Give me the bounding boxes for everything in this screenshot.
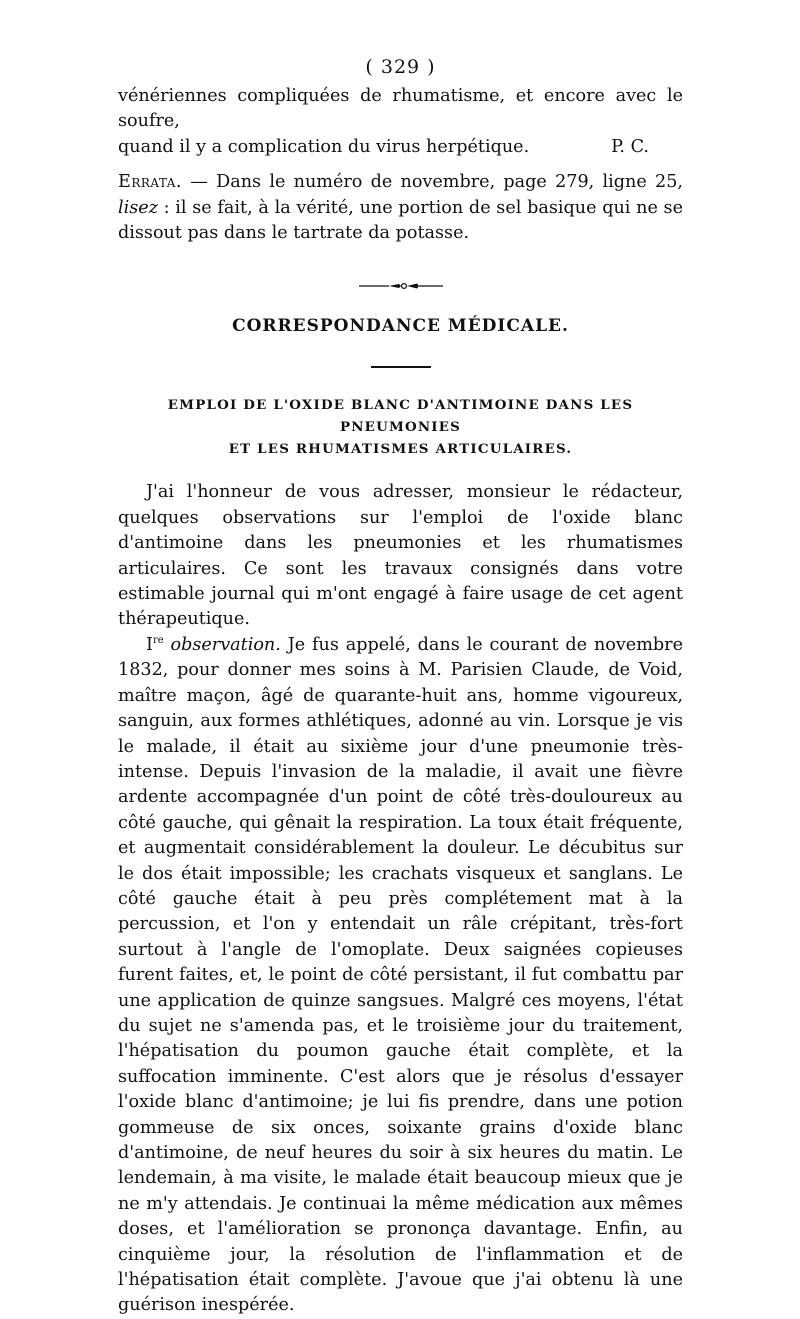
- errata-note: [118, 170, 683, 246]
- intro-line-2: quand il y a complication du virus herpétique.: [118, 136, 530, 157]
- article-paragraph-1: J'ai l'honneur de vous adresser, monsieur le rédacteur, quelques observations sur l'emploi de l'oxide blanc d'antimoine dans les pneumonies et les rhumatismes articulaires. Ce sont les travaux consignés dans votre estimable journal qui m'ont engagé à faire usage de cet agent thérapeutique.: [118, 482, 683, 630]
- intro-signature-line: [118, 135, 683, 160]
- errata-label: Errata.: [118, 172, 183, 193]
- article-title: [118, 394, 683, 460]
- short-divider: [371, 366, 431, 368]
- page-number: ( 329 ): [365, 56, 436, 78]
- errata-text-2: : il se fait, à la vérité, une portion de sel basique qui ne se dissout pas dans le tartrate da potasse.: [118, 197, 683, 244]
- errata-text-1: — Dans le numéro de novembre, page 279, ligne 25,: [182, 172, 683, 193]
- observation-label: observation.: [163, 634, 281, 655]
- section-title: CORRESPONDANCE MÉDICALE.: [232, 316, 569, 337]
- observation-number-suffix: re: [152, 634, 164, 646]
- article-title-line-2: ET LES RHUMATISMES ARTICULAIRES.: [228, 441, 573, 458]
- intro-line-1: vénériennes compliquées de rhumatisme, et encore avec le soufre,: [118, 86, 683, 132]
- article-title-line-1: EMPLOI DE L'OXIDE BLANC D'ANTIMOINE DANS LES PNEUMONIES: [167, 397, 634, 436]
- observation-text: Je fus appelé, dans le courant de novembre 1832, pour donner mes soins à M. Parisien Claude, de Void, maître maçon, âgé de quarante-huit ans, homme vigoureux, sanguin, aux formes athlétiques, adonné au vin. Lorsque je vis le malade, il était au sixième jour d'une pneumonie très-intense. Depuis l'invasion de la maladie, il avait une fièvre ardente accompagnée d'un point de côté très-douloureux au côté gauche, qui gênait la respiration. La toux était fréquente, et augmentait considérablement la douleur. Le décubitus sur le dos était impossible; les crachats visqueux et sanglans. Le côté gauche était à peu près complétement mat à la percussion, et l'on y entendait un râle crépitant, très-fort surtout à l'angle de l'omoplate. Deux saignées copieuses furent faites, et, le point de côté persistant, il fut combattu par une application de quinze sangsues. Malgré ces moyens, l'état du sujet ne s'amenda pas, et le troisième jour du traitement, l'hépatisation du poumon gauche était complète, et la suffocation imminente. C'est alors que je résolus d'essayer l'oxide blanc d'antimoine; je lui fis prendre, dans une potion gommeuse de six onces, soixante grains d'oxide blanc d'antimoine, de neuf heures du soir à six heures du matin. Le lendemain, à ma visite, le malade était beaucoup mieux que je ne m'y attendais. Je continuai la même médication aux mêmes doses, et l'amélioration se prononça davantage. Enfin, au cinquième jour, la résolution de l'inflammation et de l'hépatisation était complète. J'avoue que j'ai obtenu là une guérison inespérée.: [118, 634, 683, 1316]
- errata-lisez: lisez: [118, 197, 158, 218]
- page: [118, 56, 683, 1319]
- ornamental-divider: [118, 280, 683, 292]
- article-paragraph-2: [118, 633, 683, 1319]
- ornament-rule-icon: [359, 281, 443, 291]
- author-signature: P. C.: [611, 136, 649, 157]
- observation-number: I: [146, 634, 153, 655]
